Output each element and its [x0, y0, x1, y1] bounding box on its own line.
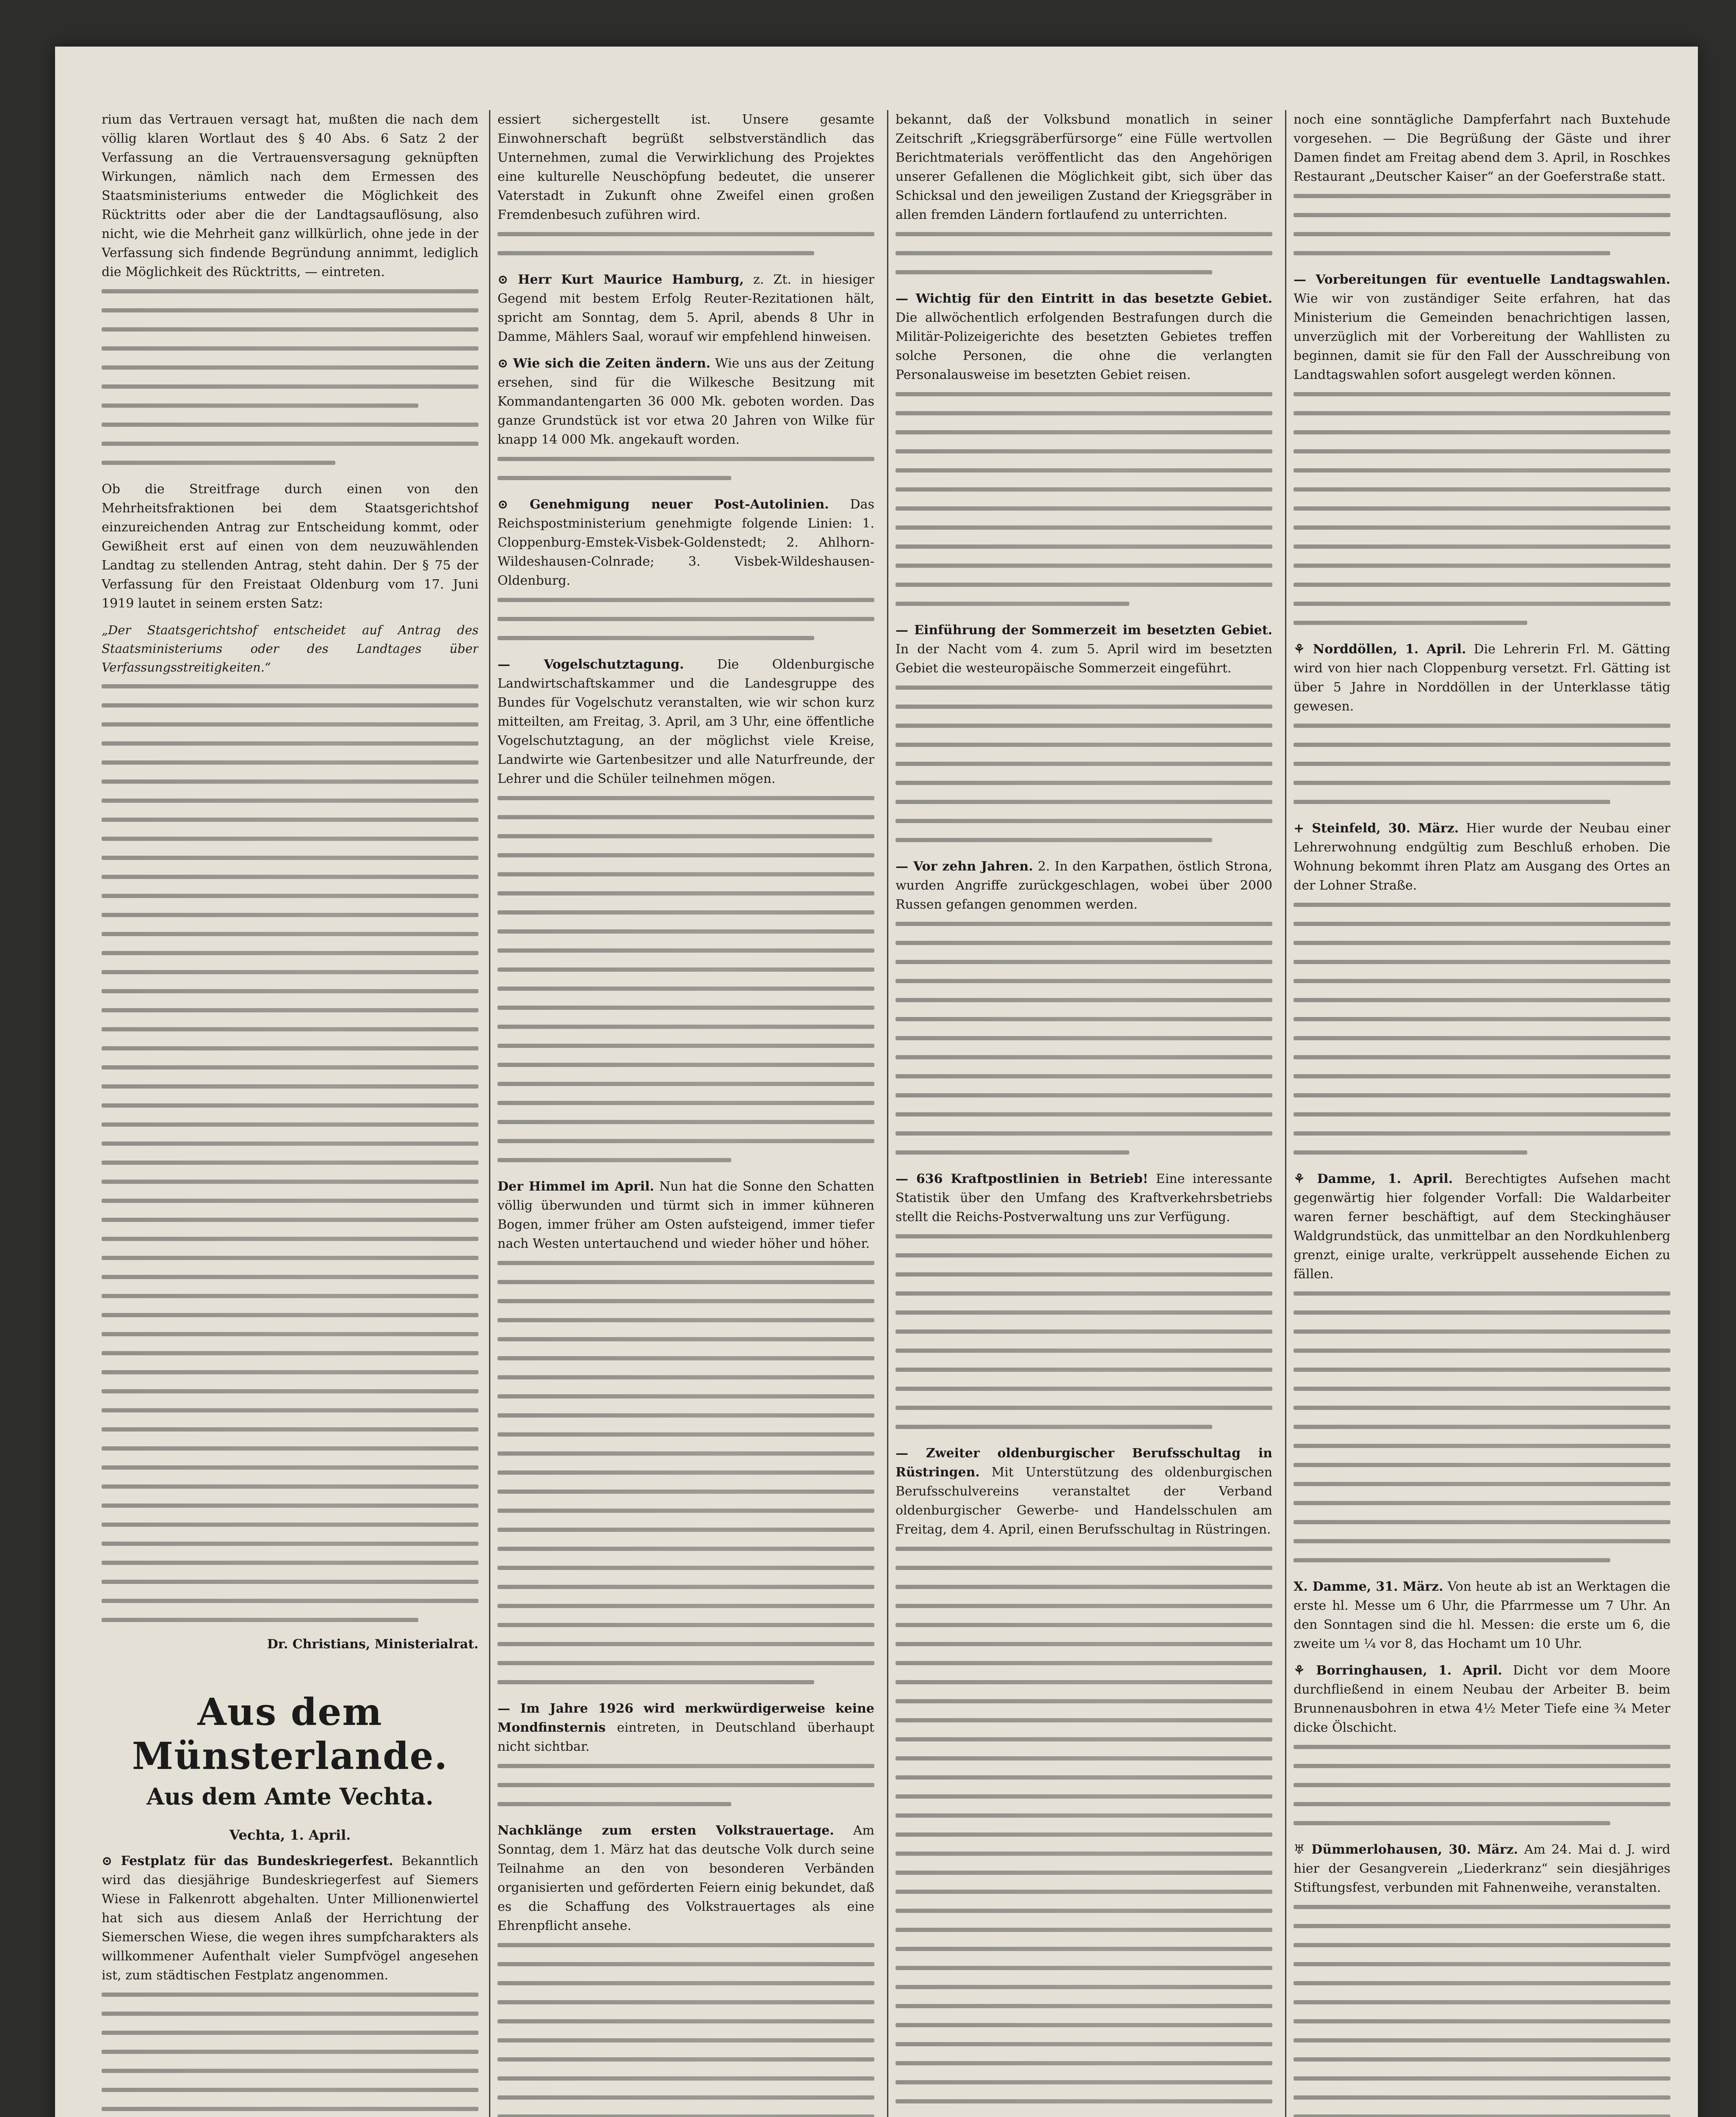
article-paragraph: Am 24. Mai d. J. wird hier der Gesangverein „Liederkranz“ sein diesjähriges Stiftungsfest, verbunden mit Fahnenweihe, veranstalten. [1294, 1842, 1670, 1895]
article-paragraph: Wie uns aus der Zeitung ersehen, sind für die Wilkesche Besitzung mit Kommandantengarten 36 000 Mk. geboten worden. Das ganze Grundstück ist vor etwa 20 Jahren von Wilke für knapp 14 000 Mk. angekauft worden. [498, 356, 874, 447]
article-heading: + Steinfeld, 30. März. [1294, 821, 1459, 836]
section-title: Aus dem Münsterlande. [132, 1690, 448, 1778]
illegible-text-block [498, 1764, 874, 1806]
article-signature: Dr. Christians, Ministerialrat. [267, 1637, 478, 1652]
article-paragraph: z. Zt. in hiesiger Gegend mit bestem Erfolg Reuter-Rezitationen hält, spricht am Sonntag, dem 5. April, abends 8 Uhr in Damme, Mählers Saal, worauf wir empfehlend hinweisen. [498, 272, 874, 344]
column-3 [896, 110, 1272, 2117]
article-paragraph: Am Sonntag, dem 1. März hat das deutsche Volk durch seine Teilnahme an den von besonderen Verbänden organisierten und geförderten Feiern einig bekundet, daß es die Schaffung des Volkstrauertages als eine Ehrenpflicht ansehe. [498, 1823, 874, 1933]
illegible-text-block [1294, 392, 1670, 625]
article-paragraph: Mit Unterstützung des oldenburgischen Berufsschulvereins veranstaltet der Verband oldenburgischer Gewerbe- und Handelsschulen am Freitag, dem 4. April, einen Berufsschultag in Rüstringen. [896, 1465, 1272, 1537]
illegible-text-block [896, 392, 1272, 606]
article-heading: ⚘ Norddöllen, 1. April. [1294, 642, 1466, 657]
illegible-text-block [498, 232, 874, 255]
illegible-text-block [1294, 903, 1670, 1155]
newspaper-page [55, 47, 1698, 2117]
column-rule [1285, 110, 1286, 2117]
article-heading: — Wichtig für den Eintritt in das besetzte Gebiet. [896, 291, 1272, 306]
article-paragraph: noch eine sonntägliche Dampferfahrt nach Buxtehude vorgesehen. — Die Begrüßung der Gäste und ihrer Damen findet am Freitag abend dem 3. April, in Roschkes Restaurant „Deutscher Kaiser“ an der Goeferstraße statt. [1294, 112, 1670, 184]
illegible-text-block [498, 1943, 874, 2117]
illegible-text-block [896, 1234, 1272, 1429]
article-paragraph: Eine interessante Statistik über den Umfang des Kraftverkehrsbetriebs stellt die Reichs-Postverwaltung uns zur Verfügung. [896, 1172, 1272, 1224]
verfassung-quote: „Der Staatsgerichtshof entscheidet auf Antrag des Staatsministeriums oder des Landtages über Verfassungsstreitigkeiten.“ [102, 623, 478, 674]
article-paragraph: Von heute ab ist an Werktagen die erste hl. Messe um 6 Uhr, die Pfarrmesse um 7 Uhr. An den Sonntagen sind die hl. Messen: die erste um 6, die zweite um ¼ vor 8, das Hochamt um 10 Uhr. [1294, 1579, 1670, 1651]
article-paragraph: Berechtigtes Aufsehen macht gegenwärtig hier folgender Vorfall: Die Waldarbeiter waren ferner beschäftigt, auf dem Steckinghäuser Waldgrundstück, das unmittelbar an den Nordkuhlenberg grenzt, einige uralte, verkrüppelt aussehende Eichen zu fällen. [1294, 1172, 1670, 1282]
column-rule [489, 110, 490, 2117]
article-heading: ⊙ Herr Kurt Maurice Hamburg, [498, 272, 744, 287]
article-paragraph: Ob die Streitfrage durch einen von den Mehrheitsfraktionen bei dem Staatsgerichtshof einzureichenden Antrag zur Entscheidung kommt, oder Gewißheit erst auf einen von dem neuzuwählenden Landtag zu stellenden Antrag, steht dahin. Der § 75 der Verfassung für den Freistaat Oldenburg vom 17. Juni 1919 lautet in seinem ersten Satz: [102, 482, 478, 611]
article-paragraph: Die Oldenburgische Landwirtschaftskammer und die Landesgruppe des Bundes für Vogelschutz veranstalten, wie wir schon kurz mitteilten, am Freitag, 3. April, am 3 Uhr, eine öffentliche Vogelschutztagung, an der möglichst viele Kreise, Landwirte wie Gartenbesitzer und alle Naturfreunde, der Lehrer und die Schüler teilnehmen mögen. [498, 657, 874, 786]
article-paragraph: essiert sichergestellt ist. Unsere gesamte Einwohnerschaft begrüßt selbstverständlich das Unternehmen, zumal die Verwirklichung des Projektes eine kulturelle Neuschöpfung bedeutet, die unserer Vaterstadt in Zukunft ohne Zweifel einen großen Fremdenbesuch zuführen wird. [498, 112, 874, 222]
article-heading: — Im Jahre 1926 wird merkwürdigerweise keine Mondfinsternis [498, 1701, 874, 1735]
illegible-text-block [1294, 194, 1670, 255]
illegible-text-block [498, 796, 874, 1162]
illegible-text-block [102, 1993, 478, 2117]
article-heading: — Vorbereitungen für eventuelle Landtagswahlen. [1294, 272, 1670, 287]
article-paragraph: Hier wurde der Neubau einer Lehrerwohnung endgültig zum Beschluß erhoben. Die Wohnung bekommt ihren Platz am Ausgang des Ortes an der Lohner Straße. [1294, 821, 1670, 893]
article-paragraph: In der Nacht vom 4. zum 5. April wird im besetzten Gebiet die westeuropäische Sommerzeit eingeführt. [896, 642, 1272, 676]
article-paragraph: bekannt, daß der Volksbund monatlich in seiner Zeitschrift „Kriegsgräberfürsorge“ eine Fülle wertvollen Berichtmaterials veröffentlicht das den Angehörigen unserer Gefallenen die Möglichkeit gibt, sich über das Schicksal und den jeweiligen Zustand der Kriegsgräber in allen fremden Ländern fortlaufend zu unterrichten. [896, 112, 1272, 222]
column-2 [498, 110, 874, 2117]
illegible-text-block [1294, 724, 1670, 804]
article-heading: — Einführung der Sommerzeit im besetzten Gebiet. [896, 623, 1272, 638]
illegible-text-block [1294, 1291, 1670, 1562]
article-heading: — Vor zehn Jahren. [896, 859, 1033, 874]
article-paragraph: Bekanntlich wird das diesjährige Bundeskriegerfest auf Siemers Wiese in Falkenrott abgehalten. Unter Millionenwiertel hat sich aus diesem Anlaß der Herrichtung der Siemerschen Wiese, die wegen ihres sumpfcharakters als willkommener Aufenthalt vieler Sumpfvögel angesehen ist, zum städtischen Festplatz angenommen. [102, 1854, 478, 1983]
column-rule [887, 110, 888, 2117]
article-heading: — Zweiter oldenburgischer Berufsschultag in Rüstringen. [896, 1446, 1272, 1480]
article-heading: ⚘ Borringhausen, 1. April. [1294, 1663, 1502, 1678]
article-heading: ⊙ Festplatz für das Bundeskriegerfest. [102, 1854, 393, 1868]
article-heading: ♅ Dümmerlohausen, 30. März. [1294, 1842, 1518, 1857]
article-paragraph: Das Reichspostministerium genehmigte folgende Linien: 1. Cloppenburg-Emstek-Visbek-Goldenstedt; 2. Ahlhorn-Wildeshausen-Colnrade; 3. Visbek-Wildeshausen-Oldenburg. [498, 497, 874, 588]
illegible-text-block [498, 1261, 874, 1684]
illegible-text-block [1294, 1745, 1670, 1825]
article-paragraph: Nun hat die Sonne den Schatten völlig überwunden und türmt sich in immer kühneren Bogen, immer früher am Osten aufsteigend, immer tiefer nach Westen untertauchend und wieder höher und höher. [498, 1179, 874, 1251]
article-paragraph: rium das Vertrauen versagt hat, mußten die nach dem völlig klaren Wortlaut des § 40 Abs. 6 Satz 2 der Verfassung an die Vertrauensversagung geknüpften Wirkungen, nämlich nach dem Ermessen des Staatsministeriums entweder die Möglichkeit des Rücktritts oder aber die der Landtagsauflösung, also nicht, wie die Mehrheit ganz willkürlich, ohne jede in der Verfassung sich findende Begründung annimmt, lediglich die Möglichkeit des Rücktritts, — eintreten. [102, 112, 478, 279]
column-4 [1294, 110, 1670, 2117]
article-heading: ⊙ Genehmigung neuer Post-Autolinien. [498, 497, 829, 512]
column-1 [102, 110, 478, 2117]
illegible-text-block [896, 1547, 1272, 2103]
illegible-text-block [102, 289, 478, 465]
article-heading: — Vogelschutztagung. [498, 657, 684, 672]
article-paragraph: eintreten, in Deutschland überhaupt nicht sichtbar. [498, 1720, 874, 1754]
article-paragraph: Wie wir von zuständiger Seite erfahren, hat das Ministerium die Gemeinden benachrichtigen lassen, unverzüglich mit der Vorbereitung der Wahllisten zu beginnen, damit sie für den Fall der Ausschreibung von Landtagswahlen sofort ausgelegt werden können. [1294, 291, 1670, 382]
article-paragraph: Dicht vor dem Moore durchfließend in einem Neubau der Arbeiter B. beim Brunnenausbohren in etwa 4½ Meter Tiefe eine ¾ Meter dicke Ölschicht. [1294, 1663, 1670, 1735]
illegible-text-block [896, 685, 1272, 842]
illegible-text-block [498, 598, 874, 640]
dateline: Vechta, 1. April. [229, 1827, 351, 1843]
article-heading: ⚘ Damme, 1. April. [1294, 1172, 1453, 1186]
illegible-text-block [896, 232, 1272, 274]
article-heading: Der Himmel im April. [498, 1179, 654, 1194]
section-subtitle: Aus dem Amte Vechta. [147, 1783, 434, 1810]
illegible-text-block [498, 457, 874, 480]
article-heading: — 636 Kraftpostlinien in Betrieb! [896, 1172, 1148, 1186]
article-heading: ⊙ Wie sich die Zeiten ändern. [498, 356, 710, 371]
article-paragraph: Die Lehrerin Frl. M. Gätting wird von hier nach Cloppenburg versetzt. Frl. Gätting ist über 5 Jahre in Norddöllen in der Unterklasse tätig gewesen. [1294, 642, 1670, 714]
article-heading: X. Damme, 31. März. [1294, 1579, 1443, 1594]
article-heading: Nachklänge zum ersten Volkstrauertage. [498, 1823, 834, 1838]
illegible-text-block [102, 684, 478, 1622]
illegible-text-block [1294, 1905, 1670, 2117]
article-paragraph: 2. In den Karpathen, östlich Strona, wurden Angriffe zurückgeschlagen, wobei über 2000 Russen gefangen genommen werden. [896, 859, 1272, 912]
illegible-text-block [896, 922, 1272, 1155]
article-paragraph: Die allwöchentlich erfolgenden Bestrafungen durch die Militär-Polizeigerichte des besetzten Gebietes treffen solche Personen, die ohne die verlangten Personalausweise im besetzten Gebiet reisen. [896, 310, 1272, 382]
